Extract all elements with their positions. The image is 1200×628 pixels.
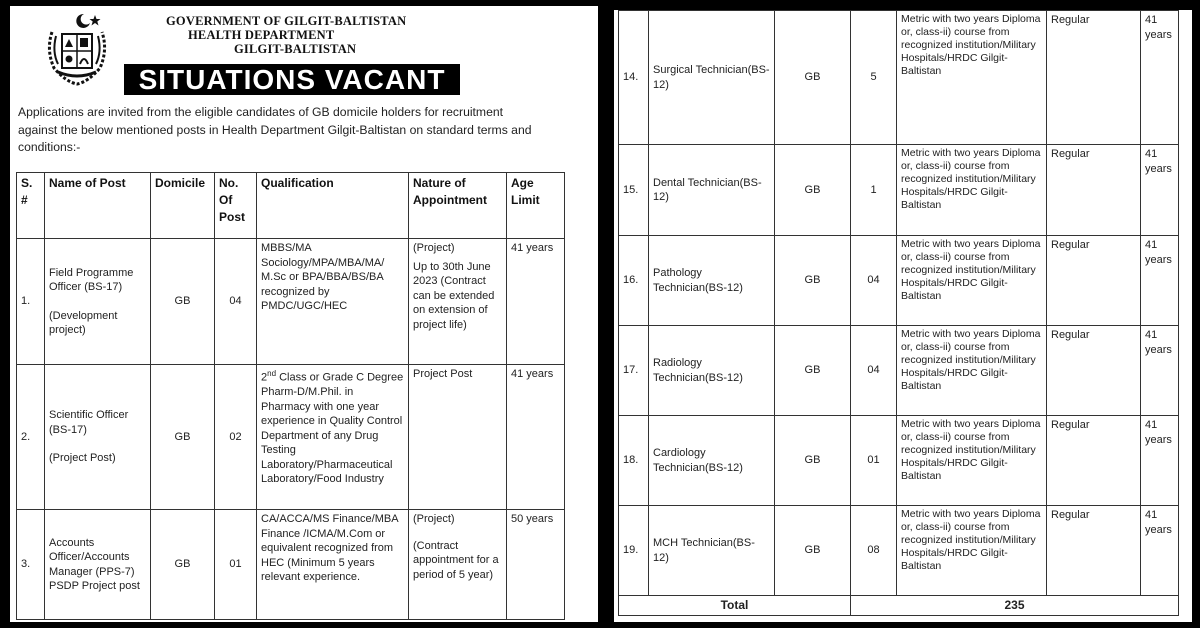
- cell-nature: [409, 510, 507, 620]
- cell-age: 41 years: [507, 239, 565, 365]
- cell-age: 41 years: [1141, 145, 1179, 236]
- cell-qualification: Metric with two years Diploma or, class-ii) course from recognized institution/Military Hospitals/HRDC Gilgit-Baltistan: [897, 11, 1047, 145]
- cell-age: 41 years: [1141, 236, 1179, 326]
- advertisement-left-page: [10, 6, 598, 622]
- cell-age: 41 years: [1141, 506, 1179, 596]
- government-heading: [166, 14, 406, 56]
- cell-domicile: GB: [151, 239, 215, 365]
- cell-age: 41 years: [1141, 11, 1179, 145]
- cell-posts: 01: [851, 416, 897, 506]
- qualification-text: Class or Grade C Degree Pharm-D/M.Phil. in Pharmacy with one year experience in Quality Control Department of any Drug Testing Laboratory/Pharmaceutical Laboratory/Food Industry: [261, 371, 404, 486]
- cell-sno: 2.: [17, 365, 45, 510]
- table-row: [619, 326, 1179, 416]
- cell-domicile: GB: [775, 145, 851, 236]
- column-header-qualification: Qualification: [257, 173, 409, 239]
- department-name: HEALTH DEPARTMENT: [188, 28, 335, 42]
- cell-nature: [409, 239, 507, 365]
- table-row: [17, 239, 565, 365]
- intro-paragraph: Applications are invited from the eligible candidates of GB domicile holders for recruitment against the below mentioned posts in Health Department Gilgit-Baltistan on standard terms and conditions:-: [18, 105, 532, 154]
- column-header-name: Name of Post: [45, 173, 151, 239]
- post-note: (Development project): [49, 309, 118, 336]
- cell-age: 50 years: [507, 510, 565, 620]
- nature-note: (Contract appointment for a period of 5 year): [413, 539, 499, 581]
- cell-domicile: GB: [151, 365, 215, 510]
- cell-sno: 17.: [619, 326, 649, 416]
- cell-qualification: Metric with two years Diploma or, class-ii) course from recognized institution/Military Hospitals/HRDC Gilgit-Baltistan: [897, 326, 1047, 416]
- cell-nature: Regular: [1047, 145, 1141, 236]
- column-header-sno: S. #: [17, 173, 45, 239]
- cell-sno: 16.: [619, 236, 649, 326]
- column-header-domicile: Domicile: [151, 173, 215, 239]
- qualification-grade: 2: [261, 371, 268, 384]
- cell-nature: Regular: [1047, 506, 1141, 596]
- cell-posts: 08: [851, 506, 897, 596]
- cell-posts: 04: [851, 326, 897, 416]
- cell-nature: Regular: [1047, 11, 1141, 145]
- cell-qualification: Metric with two years Diploma or, class-ii) course from recognized institution/Military Hospitals/HRDC Gilgit-Baltistan: [897, 506, 1047, 596]
- cell-nature: Regular: [1047, 416, 1141, 506]
- posts-table-right: [618, 10, 1179, 616]
- table-row: [17, 510, 565, 620]
- location-name: GILGIT-BALTISTAN: [234, 42, 357, 56]
- cell-name: Cardiology Technician(BS-12): [649, 416, 775, 506]
- cell-name: MCH Technician(BS-12): [649, 506, 775, 596]
- cell-sno: 14.: [619, 11, 649, 145]
- column-header-nature: Nature of Appointment: [409, 173, 507, 239]
- gilgit-baltistan-emblem-icon: [40, 10, 114, 86]
- cell-name: Surgical Technician(BS-12): [649, 11, 775, 145]
- cell-nature: Regular: [1047, 326, 1141, 416]
- cell-name: Accounts Officer/Accounts Manager (PPS-7) PSDP Project post: [45, 510, 151, 620]
- table-header-row: [17, 173, 565, 239]
- cell-age: 41 years: [507, 365, 565, 510]
- cell-domicile: GB: [775, 236, 851, 326]
- table-row: [619, 11, 1179, 145]
- cell-posts: 5: [851, 11, 897, 145]
- table-row: [619, 145, 1179, 236]
- table-row: [17, 365, 565, 510]
- cell-sno: 15.: [619, 145, 649, 236]
- cell-name: [45, 365, 151, 510]
- total-value: 235: [851, 596, 1179, 616]
- cell-name: Radiology Technician(BS-12): [649, 326, 775, 416]
- cell-qualification: MBBS/MA Sociology/MPA/MBA/MA/ M.Sc or BPA/BBA/BS/BA recognized by PMDC/UGC/HEC: [257, 239, 409, 365]
- qualification-ordinal: nd: [267, 369, 277, 378]
- cell-qualification: [257, 365, 409, 510]
- nature-text: (Project): [413, 242, 455, 254]
- cell-posts: 04: [215, 239, 257, 365]
- total-row: [619, 596, 1179, 616]
- cell-qualification: Metric with two years Diploma or, class-ii) course from recognized institution/Military Hospitals/HRDC Gilgit-Baltistan: [897, 416, 1047, 506]
- cell-posts: 02: [215, 365, 257, 510]
- cell-posts: 01: [215, 510, 257, 620]
- column-header-age: Age Limit: [507, 173, 565, 239]
- cell-sno: 3.: [17, 510, 45, 620]
- cell-qualification: CA/ACCA/MS Finance/MBA Finance /ICMA/M.Com or equivalent recognized from HEC (Minimum 5 years relevant experience.: [257, 510, 409, 620]
- post-note: (Project Post): [49, 452, 116, 465]
- table-row: [619, 506, 1179, 596]
- situations-vacant-banner: SITUATIONS VACANT: [124, 64, 460, 95]
- cell-name: Pathology Technician(BS-12): [649, 236, 775, 326]
- cell-posts: 1: [851, 145, 897, 236]
- cell-domicile: GB: [775, 416, 851, 506]
- cell-qualification: Metric with two years Diploma or, class-ii) course from recognized institution/Military Hospitals/HRDC Gilgit-Baltistan: [897, 236, 1047, 326]
- cell-posts: 04: [851, 236, 897, 326]
- nature-note: Up to 30th June 2023 (Contract can be extended on extension of project life): [413, 260, 495, 331]
- cell-sno: 1.: [17, 239, 45, 365]
- cell-domicile: GB: [775, 326, 851, 416]
- cell-name: Dental Technician(BS-12): [649, 145, 775, 236]
- column-header-no-of-post: No. Of Post: [215, 173, 257, 239]
- cell-sno: 19.: [619, 506, 649, 596]
- post-name: Scientific Officer (BS-17): [49, 409, 129, 436]
- cell-domicile: GB: [151, 510, 215, 620]
- cell-qualification: Metric with two years Diploma or, class-ii) course from recognized institution/Military Hospitals/HRDC Gilgit-Baltistan: [897, 145, 1047, 236]
- cell-nature: Regular: [1047, 236, 1141, 326]
- table-row: [619, 416, 1179, 506]
- advertisement-right-page: [614, 10, 1192, 622]
- government-name: GOVERNMENT OF GILGIT-BALTISTAN: [166, 14, 407, 28]
- table-row: [619, 236, 1179, 326]
- cell-domicile: GB: [775, 11, 851, 145]
- nature-text: (Project): [413, 513, 455, 525]
- cell-nature: Project Post: [409, 365, 507, 510]
- total-label: Total: [619, 596, 851, 616]
- cell-age: 41 years: [1141, 326, 1179, 416]
- cell-name: [45, 239, 151, 365]
- posts-table-left: [16, 172, 565, 620]
- cell-sno: 18.: [619, 416, 649, 506]
- post-name: Field Programme Officer (BS-17): [49, 266, 134, 293]
- cell-domicile: GB: [775, 506, 851, 596]
- cell-age: 41 years: [1141, 416, 1179, 506]
